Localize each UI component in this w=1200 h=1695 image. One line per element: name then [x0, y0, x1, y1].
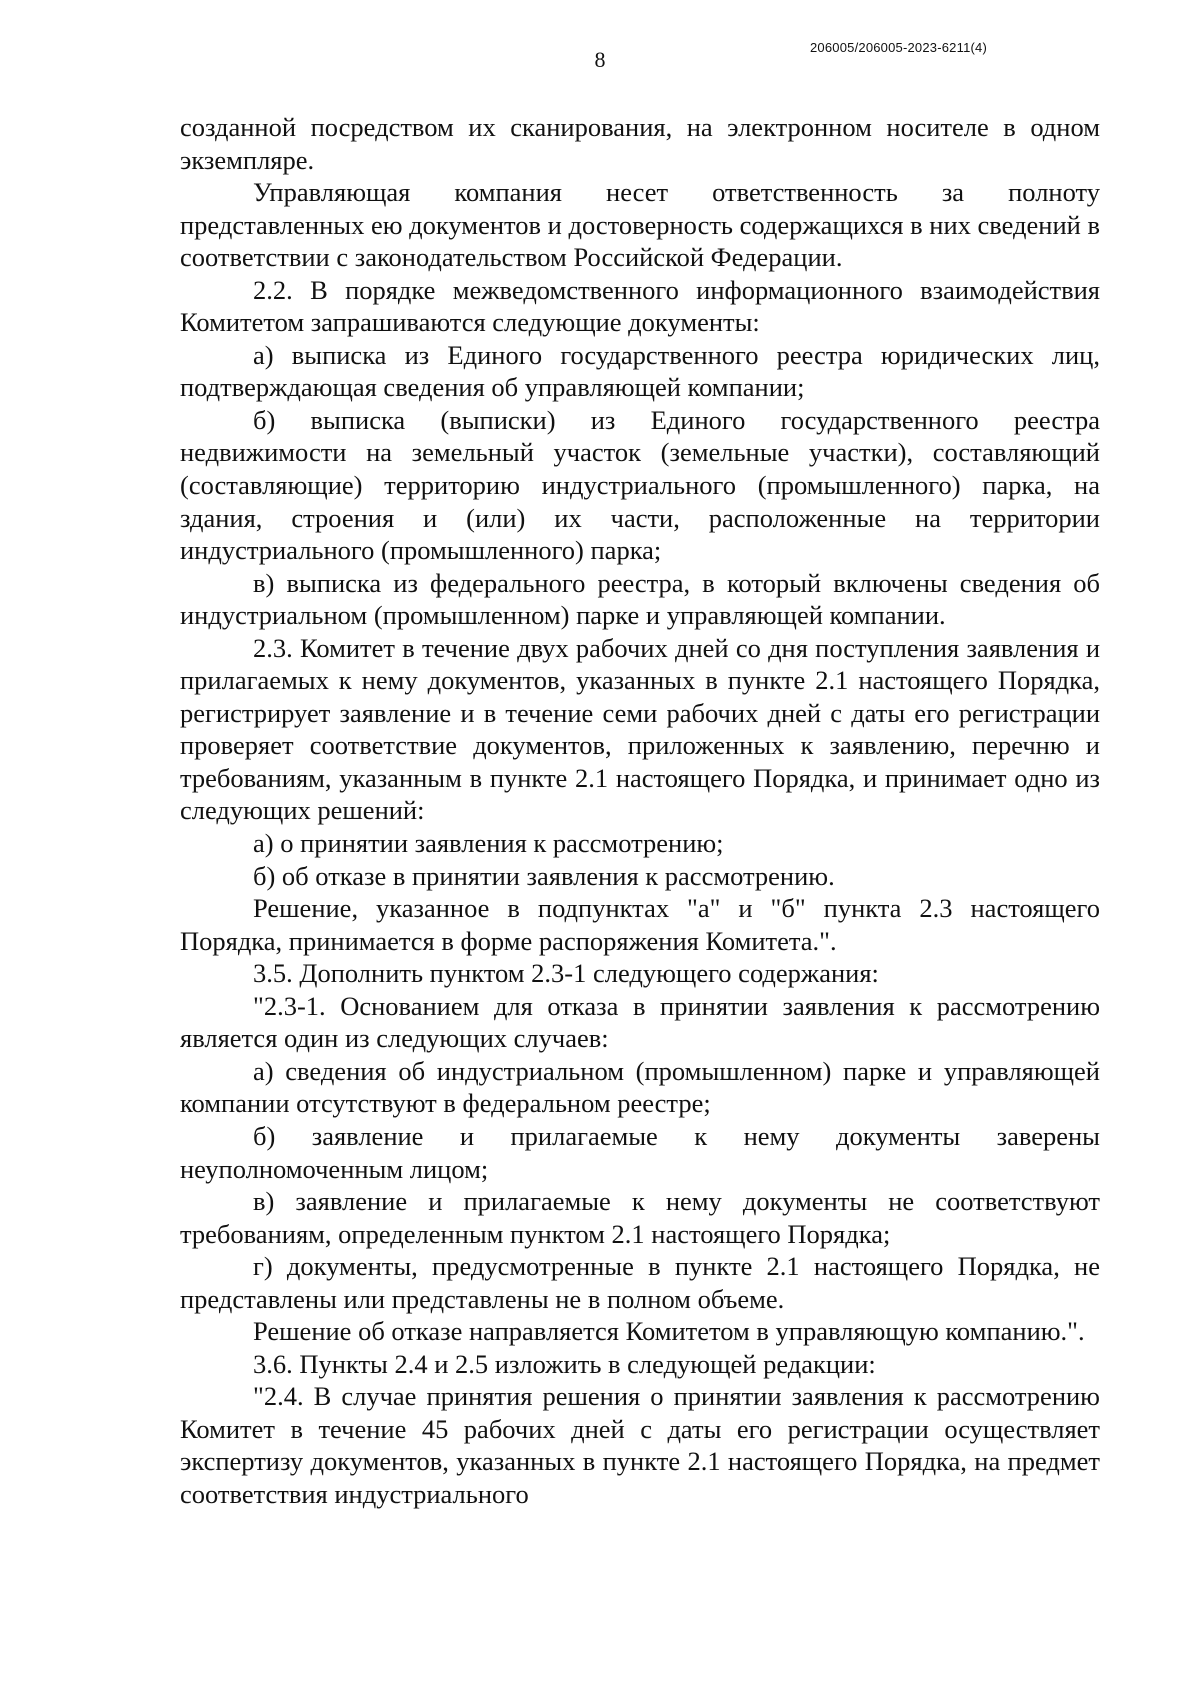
document-id: 206005/206005-2023-6211(4): [810, 40, 987, 55]
paragraph: 2.2. В порядке межведомственного информационного взаимодействия Комитетом запрашиваются следующие документы:: [180, 274, 1100, 338]
paragraph: г) документы, предусмотренные в пункте 2.1 настоящего Порядка, не представлены или представлены не в полном объеме.: [180, 1251, 1100, 1314]
paragraph: Решение, указанное в подпунктах "а" и "б" пункта 2.3 настоящего Порядка, принимается в форме распоряжения Комитета.".: [180, 893, 1100, 956]
paragraph: а) сведения об индустриальном (промышленном) парке и управляющей компании отсутствуют в федеральном реестре;: [180, 1055, 1100, 1119]
paragraph: Управляющая компания несет ответственность за полноту представленных ею документов и достоверность содержащихся в них сведений в соответствии с законодательством Российской Федерации.: [180, 177, 1100, 273]
paragraph: Решение об отказе направляется Комитетом в управляющую компанию.".: [253, 1316, 1085, 1347]
page-number: 8: [594, 47, 606, 72]
paragraph: в) заявление и прилагаемые к нему документы не соответствуют требованиям, определенным пунктом 2.1 настоящего Порядка;: [180, 1186, 1100, 1249]
paragraph: а) выписка из Единого государственного реестра юридических лиц, подтверждающая сведения об управляющей компании;: [180, 339, 1100, 403]
paragraph: "2.3-1. Основанием для отказа в принятии заявления к рассмотрению является один из следующих случаев:: [180, 990, 1100, 1054]
paragraph: б) об отказе в принятии заявления к рассмотрению.: [253, 860, 835, 891]
paragraph: в) выписка из федерального реестра, в который включены сведения об индустриальном (промышленном) парке и управляющей компании.: [180, 567, 1100, 631]
paragraph: б) выписка (выписки) из Единого государственного реестра недвижимости на земельный участок (земельные участки), составляющий (составляющие) территорию индустриального (промышленного) парка, на здания, строения и (или) их части, расположенные на территории индустриального (промышленного) парка;: [180, 404, 1100, 566]
paragraph: "2.4. В случае принятия решения о принятии заявления к рассмотрению Комитет в течение 45 рабочих дней с даты его регистрации осуществляет экспертизу документов, указанных в пункте 2.1 настоящего Порядка, на предмет соответствия индустриального: [180, 1381, 1100, 1509]
paragraph: а) о принятии заявления к рассмотрению;: [253, 828, 724, 859]
paragraph: 3.6. Пункты 2.4 и 2.5 изложить в следующей редакции:: [253, 1348, 876, 1379]
document-body: [180, 111, 1100, 1511]
paragraph: 2.3. Комитет в течение двух рабочих дней со дня поступления заявления и прилагаемых к нему документов, указанных в пункте 2.1 настоящего Порядка, регистрирует заявление и в течение семи рабочих дней с даты его регистрации проверяет соответствие документов, приложенных к заявлению, перечню и требованиям, указанным в пункте 2.1 настоящего Порядка, и принимает одно из следующих решений:: [180, 632, 1100, 826]
paragraph: созданной посредством их сканирования, на электронном носителе в одном экземпляре.: [180, 112, 1100, 175]
paragraph: 3.5. Дополнить пунктом 2.3-1 следующего содержания:: [253, 958, 879, 989]
paragraph: б) заявление и прилагаемые к нему документы заверены неуполномоченным лицом;: [180, 1120, 1100, 1184]
